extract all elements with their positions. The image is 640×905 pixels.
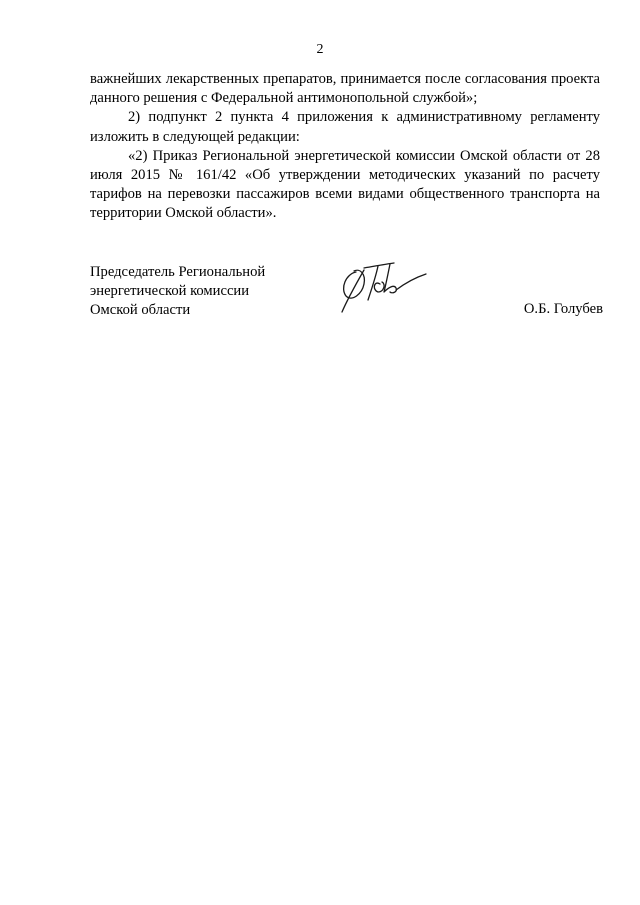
handwritten-signature (334, 254, 434, 314)
paragraph-subitem-2: 2) подпункт 2 пункта 4 приложения к административному регламенту изложить в следующей редакции: (90, 109, 600, 145)
signatory-position-line: Омской области (90, 302, 191, 318)
page-number: 2 (316, 42, 324, 57)
signatory-name: О.Б. Голубев (523, 301, 603, 317)
document-body (90, 70, 600, 224)
signatory-position (90, 263, 265, 320)
signatory-position-line: энергетической комиссии (90, 283, 250, 299)
paragraph-order-reference: «2) Приказ Региональной энергетической комиссии Омской области от 28 июля 2015 № 161/42 «Об утверждении методических указаний по расчету тарифов на перевозки пассажиров всеми видами общественного транспорта на территории Омской области». (90, 147, 600, 222)
paragraph-continuation: важнейших лекарственных препаратов, принимается после согласования проекта данного решения с Федеральной антимонопольной службой»; (90, 71, 600, 107)
signatory-position-line: Председатель Региональной (90, 264, 266, 280)
